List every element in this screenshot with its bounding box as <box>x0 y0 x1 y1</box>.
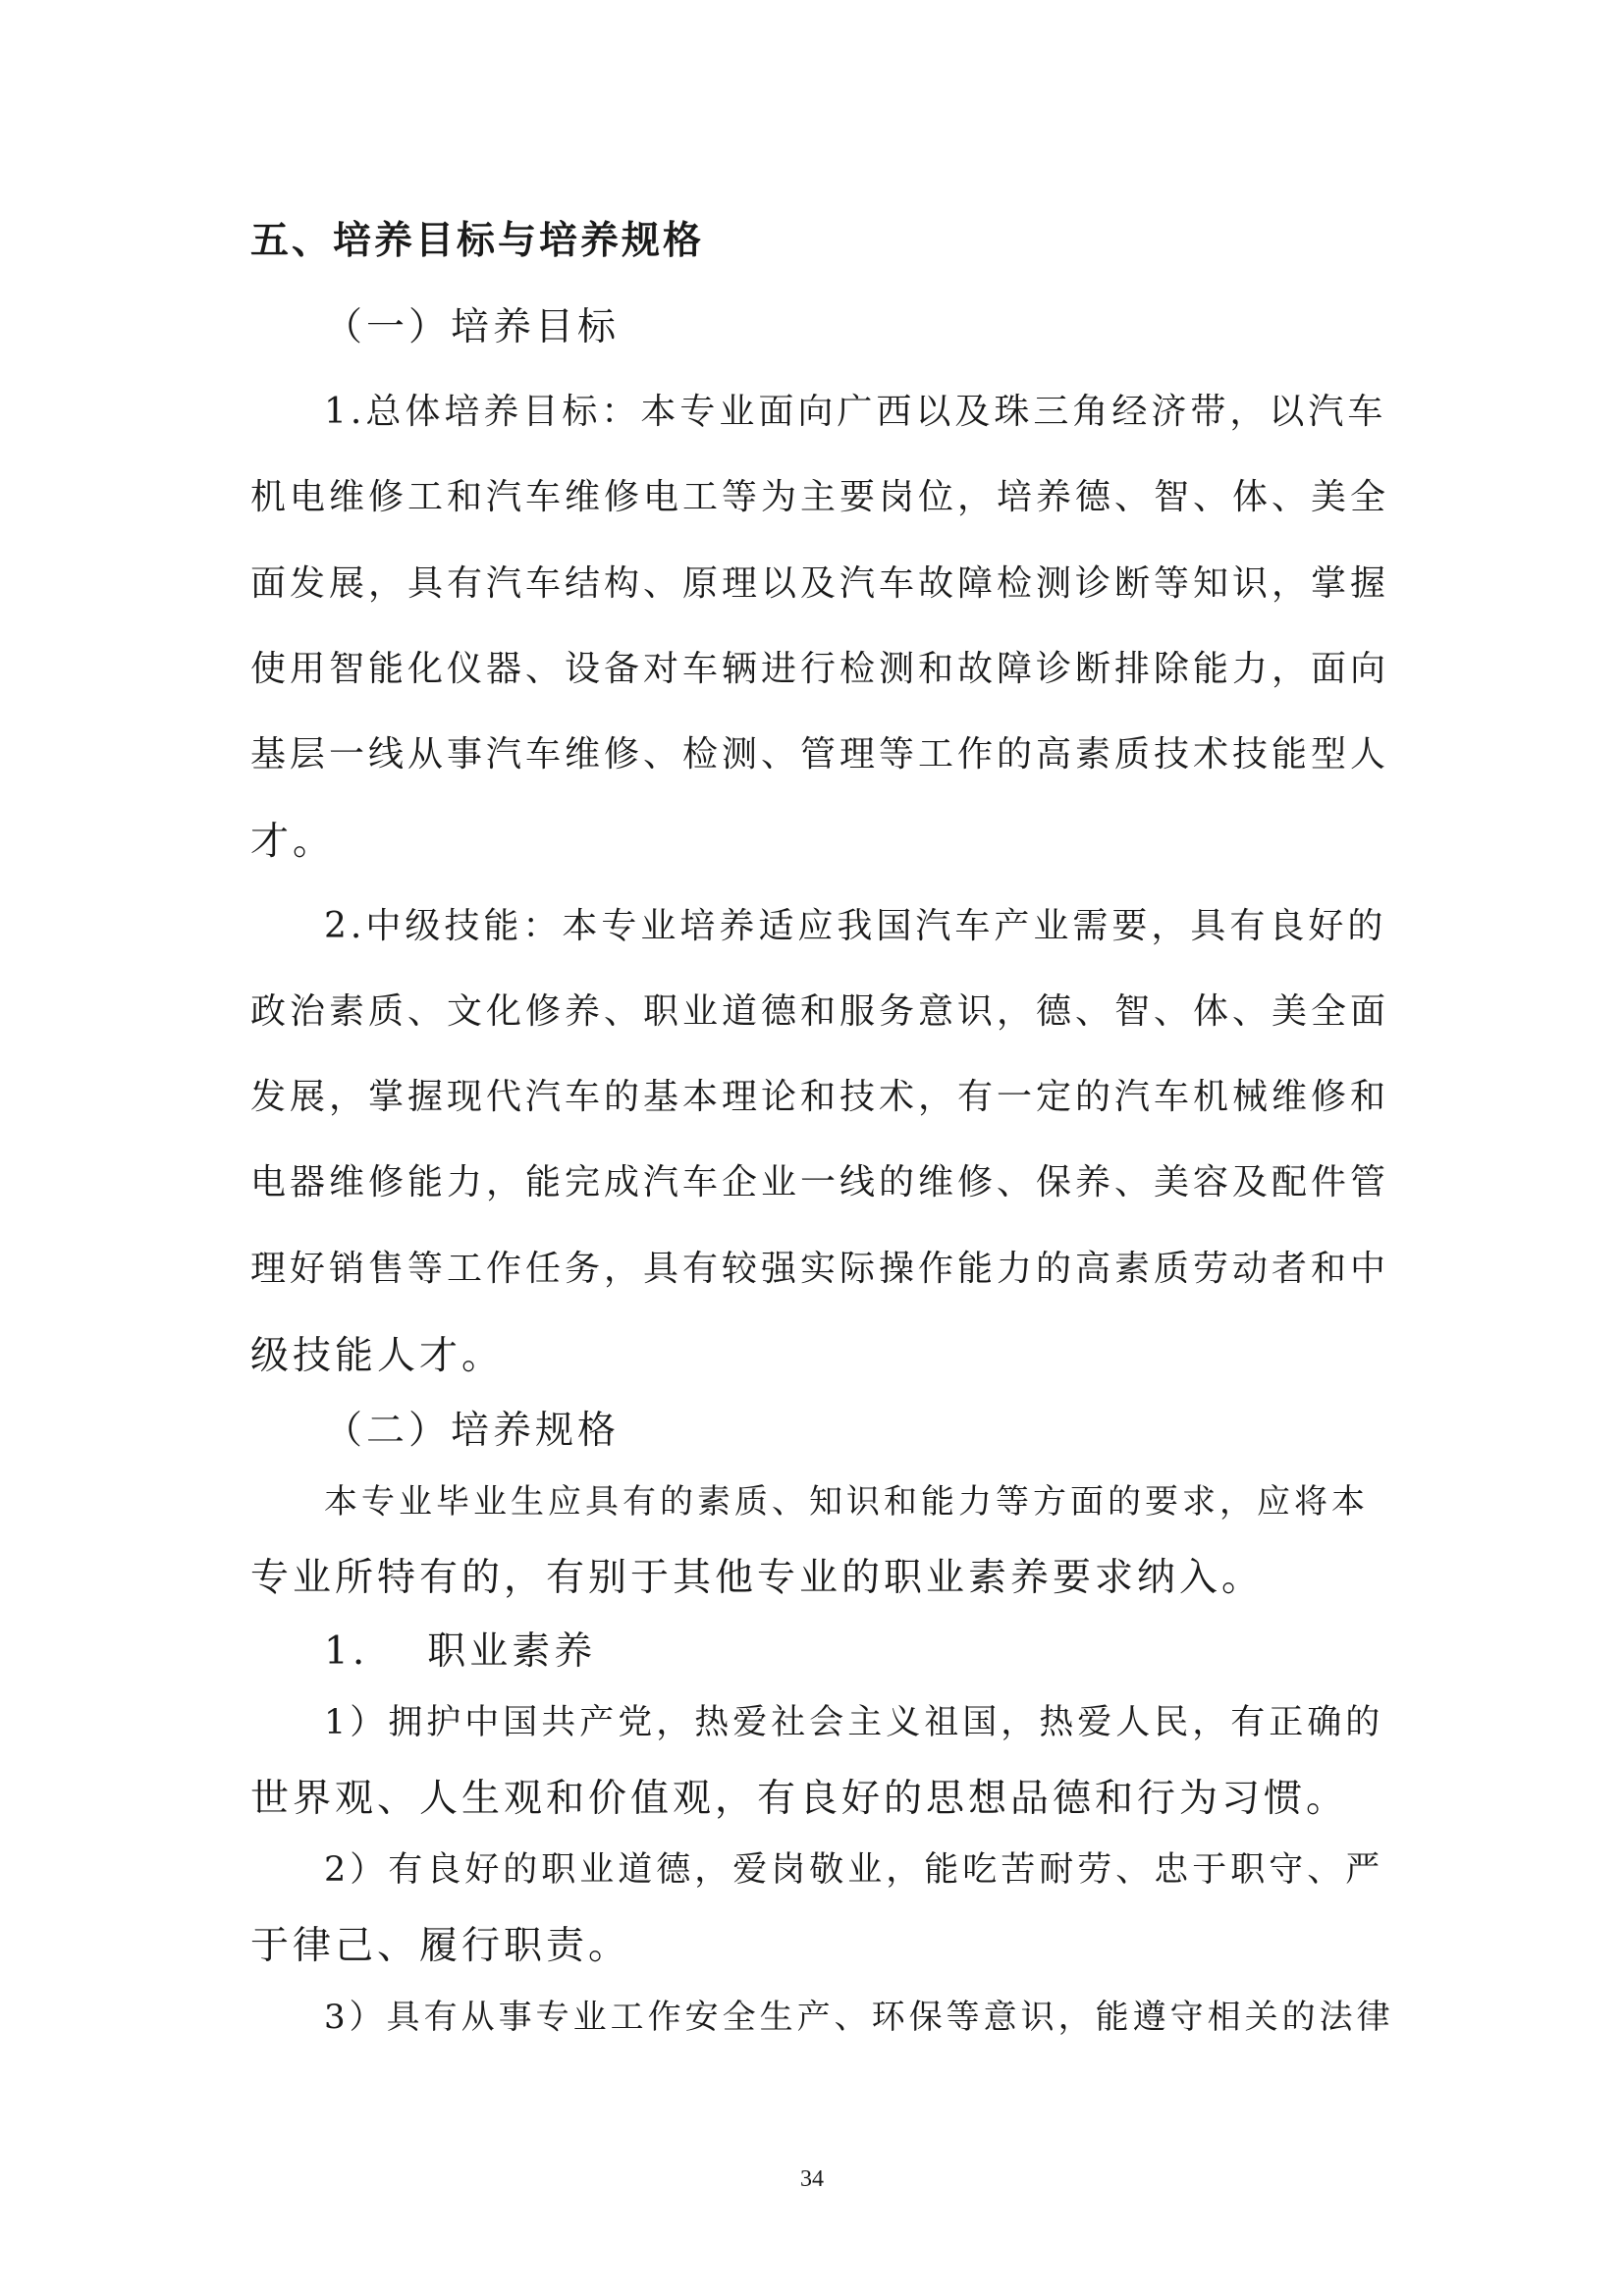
paragraph-line: 1）拥护中国共产党，热爱社会主义祖国，热爱人民，有正确的 <box>324 1703 1384 1742</box>
paragraph-line: 世界观、人生观和价值观，有良好的思想品德和行为习惯。 <box>250 1777 1349 1821</box>
paragraph-line: 专业所特有的，有别于其他专业的职业素养要求纳入。 <box>250 1556 1265 1600</box>
subsection-title-training-specifications: （二）培养规格 <box>324 1409 621 1453</box>
paragraph-line: 3）具有从事专业工作安全生产、环保等意识，能遵守相关的法律 <box>324 1998 1394 2037</box>
subsection-title-training-objectives: （一）培养目标 <box>324 305 621 349</box>
paragraph-line: 基层一线从事汽车维修、检测、管理等工作的高素质技术技能型人 <box>250 734 1390 774</box>
paragraph-line: 于律己、履行职责。 <box>250 1924 631 1968</box>
paragraph-line: 政治素质、文化修养、职业道德和服务意识，德、智、体、美全面 <box>250 991 1390 1032</box>
paragraph-line: 使用智能化仪器、设备对车辆进行检测和故障诊断排除能力，面向 <box>250 649 1390 689</box>
paragraph-line: 面发展，具有汽车结构、原理以及汽车故障检测诊断等知识，掌握 <box>250 563 1390 604</box>
paragraph-line: 级技能人才。 <box>250 1334 505 1378</box>
paragraph-line: 2.中级技能：本专业培养适应我国汽车产业需要，具有良好的 <box>324 906 1387 946</box>
paragraph-line: 理好销售等工作任务，具有较强实际操作能力的高素质劳动者和中 <box>250 1249 1390 1289</box>
paragraph-line: 机电维修工和汽车维修电工等为主要岗位，培养德、智、体、美全 <box>250 477 1390 517</box>
paragraph-line: 1.总体培养目标：本专业面向广西以及珠三角经济带，以汽车 <box>324 392 1387 432</box>
list-item-heading <box>324 1629 597 1674</box>
paragraph-line: 才。 <box>250 820 336 864</box>
paragraph-line: 电器维修能力，能完成汽车企业一线的维修、保养、美容及配件管 <box>250 1162 1390 1202</box>
section-title: 五、培养目标与培养规格 <box>250 219 705 263</box>
list-item-number: 1. <box>324 1629 369 1674</box>
paragraph-line: 2）有良好的职业道德，爱岗敬业，能吃苦耐劳、忠于职守、严 <box>324 1850 1384 1890</box>
paragraph-line: 发展，掌握现代汽车的基本理论和技术，有一定的汽车机械维修和 <box>250 1077 1390 1117</box>
paragraph-line: 本专业毕业生应具有的素质、知识和能力等方面的要求，应将本 <box>324 1482 1369 1522</box>
page-number: 34 <box>800 2166 824 2192</box>
list-item-label: 职业素养 <box>427 1629 597 1674</box>
